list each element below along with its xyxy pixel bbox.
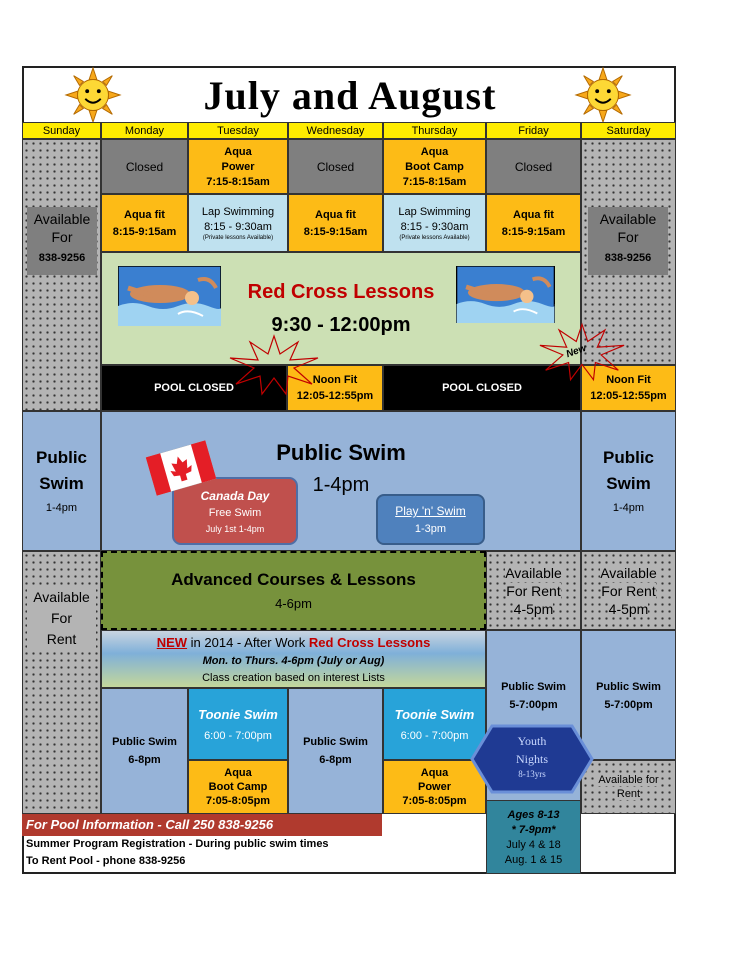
day-header-sunday: Sunday — [22, 122, 101, 139]
for-rent-label: For Rent — [601, 582, 656, 599]
public-swim-title: Public Swim — [276, 440, 406, 465]
advanced-time: 4-6pm — [275, 596, 312, 611]
after-work-label: in 2014 - After Work — [187, 634, 309, 650]
monday-closed — [101, 139, 188, 194]
after-work-red-cross — [101, 630, 486, 688]
swim-label: Swim — [606, 474, 651, 493]
available-label: Available — [33, 211, 91, 227]
wednesday-closed — [288, 139, 383, 194]
class-time: 7:15-8:15am — [206, 175, 270, 188]
friday-aqua-fit — [486, 194, 581, 252]
phone-number: 838-9256 — [38, 252, 86, 264]
friday-closed — [486, 139, 581, 194]
monday-aqua-fit — [101, 194, 188, 252]
youth-label: Youth — [517, 734, 547, 748]
saturday-public-swim-evening — [581, 630, 676, 760]
play-n-swim-time: 1-3pm — [414, 523, 447, 535]
saturday-rent-evening — [581, 760, 676, 814]
red-cross-title: Red Cross Lessons — [247, 280, 435, 303]
class-note: (Private lessons Available) — [202, 234, 274, 241]
thursday-aqua-boot-camp — [383, 139, 486, 194]
advanced-title: Advanced Courses & Lessons — [171, 570, 416, 589]
closed-label: Closed — [514, 159, 553, 174]
youth-nights-details — [486, 800, 581, 874]
class-time: 6:00 - 7:00pm — [400, 729, 469, 742]
new-burst-label: New — [564, 342, 588, 361]
tuesday-aqua-boot-camp — [188, 760, 288, 814]
canada-day-date: July 1st 1-4pm — [205, 523, 265, 534]
class-name: Boot Camp — [405, 160, 464, 173]
wednesday-aqua-fit — [288, 194, 383, 252]
registration-note: Summer Program Registration - During public swim times — [26, 838, 329, 850]
red-cross-label: Red Cross Lessons — [308, 634, 431, 650]
available-label: Available — [599, 211, 657, 227]
for-label: For — [51, 229, 73, 245]
public-label: Public — [602, 448, 654, 467]
class-time: 6-8pm — [128, 754, 161, 766]
class-name: Aqua — [420, 767, 449, 779]
class-time: 5-7:00pm — [604, 699, 653, 711]
pool-closed-label: POOL CLOSED — [442, 382, 522, 394]
for-rent-label: For Rent — [506, 582, 561, 599]
class-time: 8:15 - 9:30am — [400, 220, 469, 233]
advanced-courses-block — [101, 551, 486, 630]
monday-public-swim-evening — [101, 688, 188, 814]
youth-ages: 8-13yrs — [518, 769, 546, 779]
canada-day-title: Canada Day — [200, 488, 270, 503]
day-header-wednesday: Wednesday — [288, 122, 383, 139]
pool-closed-label: POOL CLOSED — [154, 382, 234, 394]
public-swim-time: 1-4pm — [312, 474, 370, 496]
class-time: 8:15-9:15am — [501, 225, 566, 238]
class-name: Public Swim — [501, 681, 566, 693]
available-label: Available for — [598, 774, 659, 786]
after-work-days: Mon. to Thurs. 4-6pm (July or Aug) — [202, 654, 385, 667]
class-name: Power — [417, 781, 451, 793]
swimmer-image — [456, 266, 555, 323]
saturday-public-swim — [581, 411, 676, 551]
class-time: 8:15-9:15am — [303, 225, 368, 238]
class-time: 6-8pm — [319, 754, 352, 766]
class-name: Aqua — [224, 767, 252, 779]
for-label: For — [51, 610, 72, 626]
saturday-rent-cell — [581, 551, 676, 630]
class-note: (Private lessons Available) — [399, 234, 470, 241]
class-name: Aqua fit — [124, 208, 165, 221]
page-title: July and August — [203, 73, 497, 118]
class-name: Toonie Swim — [198, 706, 278, 722]
youth-dates-july: July 4 & 18 — [506, 838, 561, 851]
play-n-swim-box — [376, 494, 485, 545]
available-label: Available — [505, 564, 562, 581]
class-name: Noon Fit — [606, 374, 651, 386]
for-label: For — [617, 229, 639, 245]
closed-label: Closed — [125, 159, 164, 174]
class-time: 7:05-8:05pm — [402, 795, 467, 807]
swim-time: 1-4pm — [612, 502, 645, 514]
class-name: Aqua — [224, 145, 252, 158]
closed-label: Closed — [316, 159, 355, 174]
available-label: Available — [600, 564, 657, 581]
class-time: 8:15 - 9:30am — [204, 220, 272, 233]
class-time: 12:05-12:55pm — [296, 390, 374, 402]
class-name: Public Swim — [303, 736, 368, 748]
wednesday-public-swim-evening — [288, 688, 383, 814]
starburst-icon — [228, 334, 320, 396]
sunday-rent-panel — [27, 587, 96, 649]
class-time: 5-7:00pm — [509, 699, 558, 711]
tuesday-toonie-swim — [188, 688, 288, 760]
after-work-note: Class creation based on interest Lists — [202, 671, 385, 684]
class-name: Aqua — [420, 145, 449, 158]
class-name: Aqua fit — [513, 208, 554, 221]
tuesday-lap-swimming — [188, 194, 288, 252]
after-work-line1 — [157, 635, 431, 650]
class-name: Toonie Swim — [394, 706, 475, 722]
rent-time: 4-5pm — [513, 600, 554, 617]
youth-ages-label: Ages 8-13 — [507, 808, 560, 821]
rent-time: 4-5pm — [608, 600, 649, 617]
day-header-tuesday: Tuesday — [188, 122, 288, 139]
class-name: Aqua fit — [315, 208, 356, 221]
rent-note: To Rent Pool - phone 838-9256 — [26, 855, 186, 867]
class-time: 7:05-8:05pm — [205, 795, 271, 807]
sunday-rent-cell — [22, 551, 101, 814]
class-name: Lap Swimming — [201, 205, 275, 218]
tuesday-aqua-power — [188, 139, 288, 194]
class-time: 12:05-12:55pm — [590, 390, 667, 402]
class-name: Public Swim — [596, 681, 661, 693]
phone-number: 838-9256 — [604, 252, 652, 264]
class-name: Lap Swimming — [398, 205, 471, 218]
class-name: Noon Fit — [312, 374, 358, 386]
nights-label: Nights — [515, 752, 548, 766]
red-cross-time: 9:30 - 12:00pm — [271, 313, 411, 336]
canada-day-sub: Free Swim — [208, 506, 262, 519]
saturday-available-panel — [588, 207, 668, 275]
canada-day-box — [172, 477, 298, 545]
available-label: Available — [33, 589, 90, 605]
play-n-swim-title: Play 'n' Swim — [395, 504, 466, 518]
sun-icon — [574, 66, 632, 124]
youth-nights-text — [470, 734, 594, 779]
class-time: 6:00 - 7:00pm — [204, 729, 272, 742]
day-header-thursday: Thursday — [383, 122, 486, 139]
swim-time: 1-4pm — [45, 502, 78, 514]
class-name: Boot Camp — [208, 781, 268, 793]
youth-time: * 7-9pm* — [511, 823, 556, 836]
class-time: 7:15-8:15am — [402, 175, 467, 188]
class-name: Public Swim — [112, 736, 177, 748]
day-header-friday: Friday — [486, 122, 581, 139]
sunday-available-panel — [27, 207, 97, 275]
sunday-morning-cell — [22, 139, 101, 411]
class-time: 8:15-9:15am — [112, 225, 177, 238]
pool-info-bar: For Pool Information - Call 250 838-9256 — [22, 814, 382, 836]
class-name: Power — [221, 160, 255, 173]
rent-label: Rent — [46, 631, 77, 647]
youth-dates-aug: Aug. 1 & 15 — [504, 853, 563, 866]
rent-label: Rent — [616, 788, 641, 800]
thursday-lap-swimming — [383, 194, 486, 252]
day-header-saturday: Saturday — [581, 122, 676, 139]
sunday-public-swim — [22, 411, 101, 551]
friday-rent-cell — [486, 551, 581, 630]
swimmer-image — [118, 266, 221, 326]
day-header-monday: Monday — [101, 122, 188, 139]
sun-icon — [64, 66, 122, 124]
public-label: Public — [35, 448, 87, 467]
new-label: NEW — [156, 634, 188, 650]
swim-label: Swim — [39, 474, 84, 493]
